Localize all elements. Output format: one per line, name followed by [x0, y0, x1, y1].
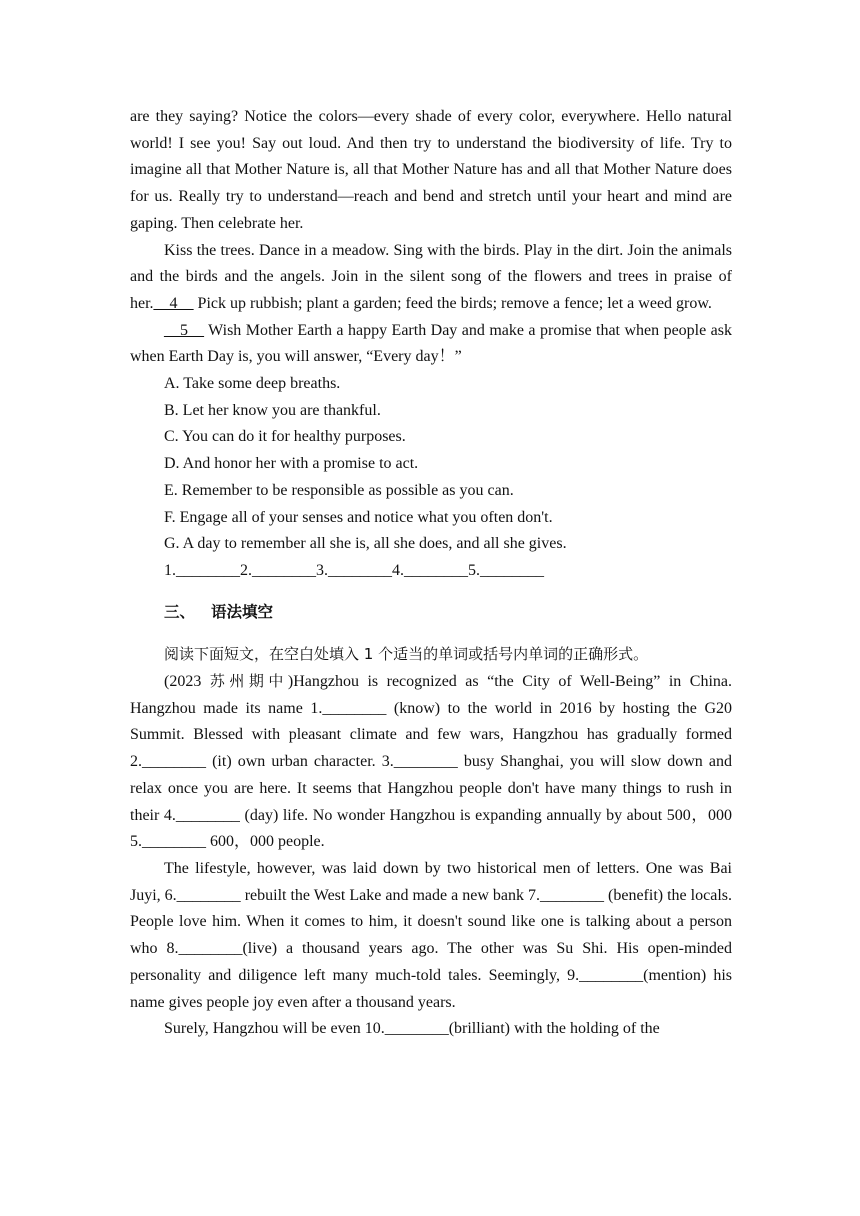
paragraph-hangzhou-2: The lifestyle, however, was laid down by two historical men of letters. One was Bai Juyi, 6.________ rebuilt the West Lake and made a new bank 7.________ (benefit) the locals. People love him. When it comes to him, it doesn't sound like one is talking about a person who 8.________(live) a thousand years ago. The other was Su Shi. His open-minded personality and diligence left many much-told tales. Seemingly, 9.________(mention) his name gives people joy even after a thousand years.: [130, 859, 732, 1011]
option-b: B. Let her know you are thankful.: [164, 401, 381, 419]
paragraph-hangzhou-1: [130, 668, 732, 856]
instruction: 阅读下面短文，在空白处填入 1 个适当的单词或括号内单词的正确形式。: [164, 645, 649, 664]
option-c: C. You can do it for healthy purposes.: [164, 428, 406, 446]
paragraph-kiss-text: Kiss the trees. Dance in a meadow. Sing with the birds. Play in the dirt. Join the animals and the birds and the angels. Join in the silent song of the flowers and trees in praise of her.: [130, 241, 732, 312]
option-d: D. And honor her with a promise to act.: [164, 455, 419, 473]
option-f: F. Engage all of your senses and notice what you often don't.: [164, 508, 553, 526]
document-body: [130, 104, 732, 1043]
blank-4: __4__: [153, 294, 194, 312]
source-prefix: (2023: [164, 673, 210, 691]
paragraph-wish-text: Wish Mother Earth a happy Earth Day and make a promise that when people ask when Earth Day is, you will answer, “Every day！”: [130, 321, 732, 366]
source-label: 苏州期中: [209, 672, 288, 691]
paragraph-kiss-trees: [130, 238, 732, 318]
paragraph-wish: [130, 318, 732, 371]
section-heading: [130, 599, 732, 626]
paragraph-hangzhou-3: Surely, Hangzhou will be even 10.________(brilliant) with the holding of the: [164, 1020, 660, 1038]
section-number: 三、: [164, 602, 196, 621]
paragraph-nature: are they saying? Notice the colors—every shade of every color, everywhere. Hello natural world! I see you! Say out loud. And then try to understand the biodiversity of life. Try to imagine all that Mother Nature is, all that Mother Nature has and all that Mother Nature does for us. Really try to understand—reach and bend and stretch until your heart and mind are gaping. Then celebrate her.: [130, 108, 732, 232]
section-title: 语法填空: [211, 602, 274, 621]
option-a: A. Take some deep breaths.: [164, 375, 341, 393]
option-e: E. Remember to be responsible as possible as you can.: [164, 481, 514, 499]
option-g: G. A day to remember all she is, all she does, and all she gives.: [164, 535, 567, 553]
blank-5: __5__: [164, 321, 204, 339]
paragraph-hangzhou-1-text: )Hangzhou is recognized as “the City of Well-Being” in China. Hangzhou made its name 1.________ (know) to the world in 2016 by hosting the G20 Summit. Blessed with pleasant climate and few wars, Hangzhou has gradually formed 2.________ (it) own urban character. 3.________ busy Shanghai, you will slow down and relax once you are here. It seems that Hangzhou people don't have many things to rush in their 4.________ (day) life. No wonder Hangzhou is expanding annually by about 500，000 5.________ 600，000 people.: [130, 673, 733, 851]
paragraph-kiss-text-2: Pick up rubbish; plant a garden; feed the birds; remove a fence; let a weed grow.: [193, 294, 712, 312]
answer-line: 1.________2.________3.________4.________5.________: [164, 561, 544, 579]
